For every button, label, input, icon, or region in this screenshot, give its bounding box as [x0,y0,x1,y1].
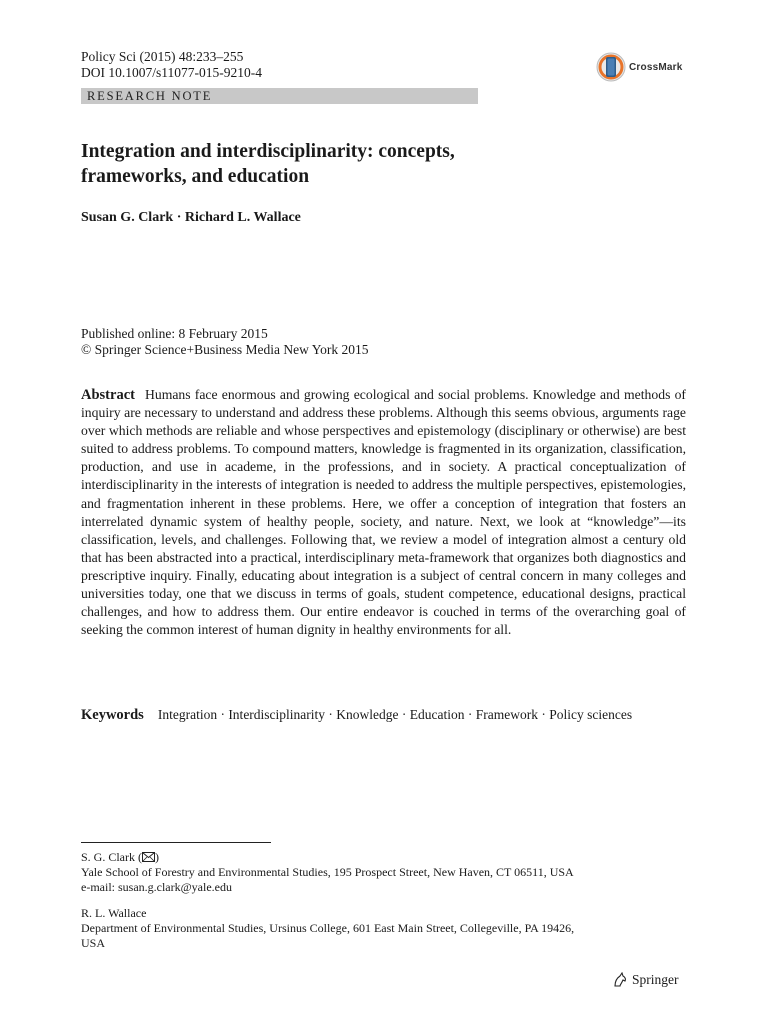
footnote-divider [81,842,271,843]
wallace-affiliation-2: USA [81,935,106,950]
springer-horse-icon [612,972,628,988]
clark-email[interactable]: e-mail: susan.g.clark@yale.edu [81,879,232,894]
publisher-name: Springer [632,972,679,987]
copyright: © Springer Science+Business Media New York 2015 [81,342,369,357]
crossmark-badge[interactable] [596,52,683,82]
title-line-2: frameworks, and education [81,166,310,187]
authors: Susan G. Clark · Richard L. Wallace [81,210,301,225]
footnote-clark [81,850,701,894]
publisher-logo [612,972,679,988]
keywords-text: Integration · Interdisciplinarity · Knowledge · Education · Framework · Policy sciences [157,707,633,722]
section-label-bar [81,88,478,104]
clark-name: S. G. Clark ( [81,850,142,864]
wallace-name: R. L. Wallace [81,906,147,920]
crossmark-label: CrossMark [629,61,683,73]
clark-name-close: ) [155,850,159,864]
abstract-text: Humans face enormous and growing ecological and social problems. Knowledge and methods of inquiry are necessary to understand and address these problems. Although this seems obvious, arguments rage over which methods are reliable and whose perspectives and epistemology (disciplinary or otherwise) are best suited to address problems. To compound matters, knowledge is fragmented in its organization, classification, production, and use in academe, in the professions, and in society. A practical conceptualization of interdisciplinarity in the interests of integration is needed to address the multiple perspectives, epistemologies, and fragmentation inherent in these problems. Here, we offer a conception of integration that fosters an interrelated dynamic system of healthy people, society, and nature. Next, we look at “knowledge”—its classification, levels, and challenges. Following that, we review a model of integration almost a century old that has been abstracted into a practical, interdisciplinary meta-framework that organizes both diagnostics and prescriptive inquiry. Finally, educating about integration is a subject of central concern in many colleges and universities today, one that we discuss in terms of goals, student competence, educational designs, practical challenges, and how to address them. Our entire endeavor is couched in terms of the overarching goal of seeking the common interest of human dignity in healthy environments for all. [81,387,686,638]
journal-header [81,49,262,81]
journal-citation: Policy Sci (2015) 48:233–255 [81,49,244,64]
wallace-affiliation-1: Department of Environmental Studies, Ursinus College, 601 East Main Street, Collegeville, PA 19426, [81,920,575,935]
footnote-wallace [81,906,701,950]
section-label: RESEARCH NOTE [87,89,213,103]
publication-info [81,326,368,358]
journal-doi[interactable]: DOI 10.1007/s11077-015-9210-4 [81,65,262,80]
published-date: Published online: 8 February 2015 [81,326,268,341]
abstract-label: Abstract [81,387,135,403]
keywords-label: Keywords [81,707,144,723]
keywords [81,706,686,725]
clark-affiliation: Yale School of Forestry and Environmental Studies, 195 Prospect Street, New Haven, CT 06511, USA [81,864,574,879]
envelope-icon[interactable] [142,852,155,862]
article-title [81,139,641,189]
abstract [81,386,686,639]
title-line-1: Integration and interdisciplinarity: concepts, [81,141,455,162]
crossmark-icon [596,52,626,82]
